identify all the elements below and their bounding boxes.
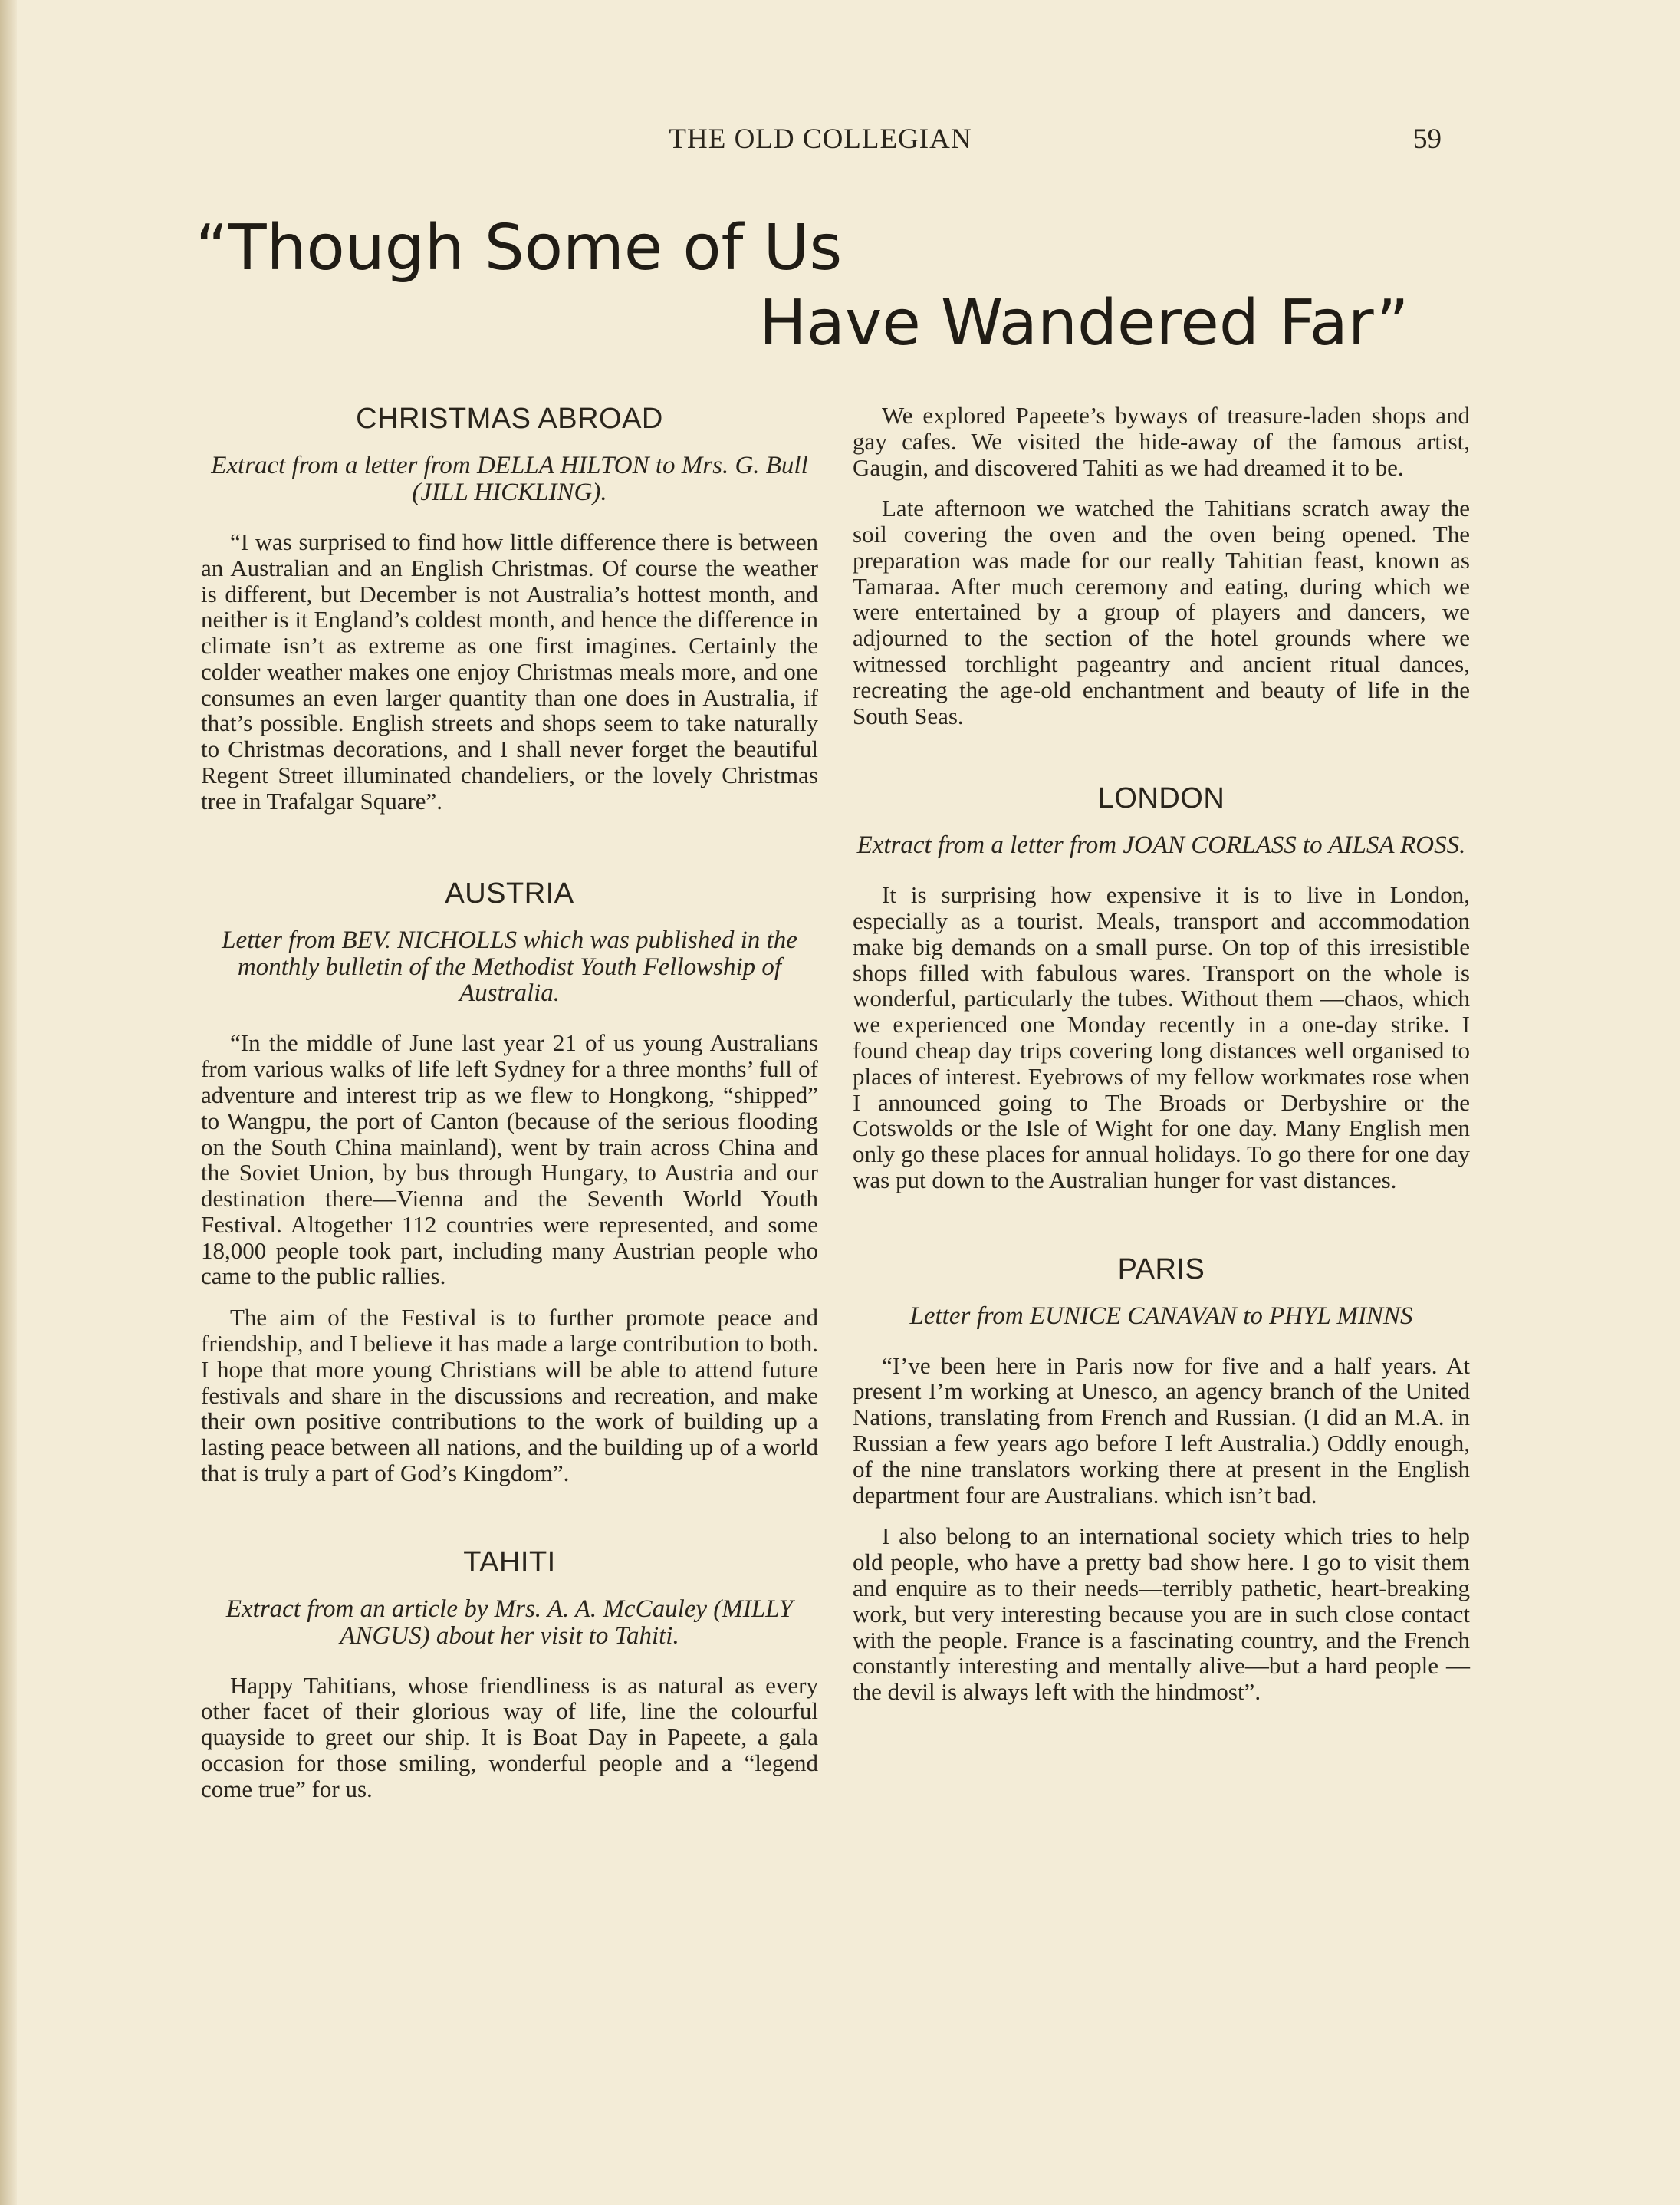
left-column <box>201 403 818 1848</box>
section-byline: Letter from EUNICE CANAVAN to PHYL MINNS <box>909 1302 1413 1330</box>
section-heading: PARIS <box>1117 1252 1205 1285</box>
paragraph: It is surprising how expensive it is to live in London, especially as a tourist. Meals, transport and accommodation make big demands on a small purse. On top of this irresistible shops filled with fabulous wares. Transport on the whole is wonderful, particularly the tubes. Without them —chaos, which we experienced one Monday recently in a one-day strike. I found cheap day trips covering long distances well organised to places of interest. Eyebrows of my fellow workmates rose when I announced going to The Broads or Derbyshire or the Cotswolds or the Isle of Wight for one day. Many English men only go these places for annual holidays. To go there for one day was put down to the Australian hunger for vast distances. <box>853 881 1470 1193</box>
section-london <box>853 782 1470 1193</box>
article-title-line-2: Have Wandered Far” <box>759 287 1409 360</box>
paragraph: I also belong to an international society which tries to help old people, who have a pretty bad show here. I go to visit them and enquire as to their needs—terribly pathetic, heart-breaking work, but very interesting because you are in such close contact with the people. France is a fascinating country, and the French constantly interesting and mentally alive—but a hard people —the devil is always left with the hindmost”. <box>853 1522 1470 1706</box>
section-tahiti <box>201 1546 818 1802</box>
section-heading: TAHITI <box>463 1545 556 1578</box>
section-byline: Extract from a letter from JOAN CORLASS to AILSA ROSS. <box>856 831 1466 860</box>
section-heading: AUSTRIA <box>445 877 574 910</box>
page-number: 59 <box>1413 123 1442 155</box>
section-austria <box>201 877 818 1486</box>
paragraph: We explored Papeete’s byways of treasure-laden shops and gay cafes. We visited the hide-away of the famous artist, Gaugin, and discovered Tahiti as we had dreamed it to be. <box>853 402 1470 481</box>
section-heading: LONDON <box>1097 782 1225 815</box>
paragraph: Late afternoon we watched the Tahitians scratch away the soil covering the oven and the oven being opened. The preparation was made for our really Tahitian feast, known as Tamaraa. After much ceremony and eating, during which we were entertained by a group of players and dancers, we adjourned to the section of the hotel grounds where we witnessed torchlight pageantry and ancient ritual dances, recreating the age-old enchantment and beauty of life in the South Seas. <box>853 495 1470 729</box>
right-column <box>853 403 1470 1751</box>
section-paris <box>853 1253 1470 1705</box>
section-byline: Letter from BEV. NICHOLLS which was published in the monthly bulletin of the Methodist Youth Fellowship of Australia. <box>222 926 797 1008</box>
section-tahiti-continued <box>853 403 1470 729</box>
paragraph: The aim of the Festival is to further promote peace and friendship, and I believe it has made a large contribution to both. I hope that more young Christians will be able to attend future festivals and share in the discussions and recreation, and make their own positive contributions to the work of building up a lasting peace between all nations, and the building up of a world that is truly a part of God’s Kingdom”. <box>201 1304 818 1486</box>
article-title-line-1: “Though Some of Us <box>196 212 843 285</box>
section-christmas-abroad <box>201 403 818 815</box>
section-byline: Extract from a letter from DELLA HILTON to Mrs. G. Bull (JILL HICKLING). <box>211 452 808 506</box>
paragraph: “I was surprised to find how little difference there is between an Australian and an English Christmas. Of course the weather is different, but December is not Australia’s hottest month, and neither is it England’s coldest month, and hence the difference in climate isn’t as extreme as one first imagines. Certainly the colder weather makes one enjoy Christmas meals more, and one consumes an even larger quantity than one does in Australia, if that’s possible. English streets and shops seem to take naturally to Christmas decorations, and I shall never forget the beautiful Regent Street illuminated chandeliers, or the lovely Christmas tree in Trafalgar Square”. <box>201 528 818 815</box>
running-header <box>199 123 1442 169</box>
paragraph: “In the middle of June last year 21 of us young Australians from various walks of life left Sydney for a three months’ full of adventure and interest trip as we flew to Hongkong, “shipped” to Wangpu, the port of Canton (because of the serious flooding on the South China mainland), went by train across China and the Soviet Union, by bus through Hungary, to Austria and our destination there—Vienna and the Seventh World Youth Festival. Altogether 112 countries were represented, and some 18,000 people took part, including many Austrian people who came to the public rallies. <box>201 1029 818 1290</box>
section-byline: Extract from an article by Mrs. A. A. McCauley (MILLY ANGUS) about her visit to Tahiti. <box>225 1595 794 1650</box>
paragraph: “I’ve been here in Paris now for five and a half years. At present I’m working at Unesco, an agency branch of the United Nations, translating from French and Russian. (I did an M.A. in Russian a few years ago before I left Australia.) Oddly enough, of the nine translators working there at present in the English department four are Australians. which isn’t bad. <box>853 1351 1470 1509</box>
paragraph: Happy Tahitians, whose friendliness is as natural as every other facet of their glorious way of life, line the colourful quayside to greet our ship. It is Boat Day in Papeete, a gala occasion for those smiling, wonderful people and a “legend come true” for us. <box>201 1671 818 1802</box>
page-edge <box>0 0 17 2205</box>
article-title <box>196 211 1453 362</box>
running-title: THE OLD COLLEGIAN <box>669 123 972 155</box>
section-heading: CHRISTMAS ABROAD <box>356 403 663 435</box>
